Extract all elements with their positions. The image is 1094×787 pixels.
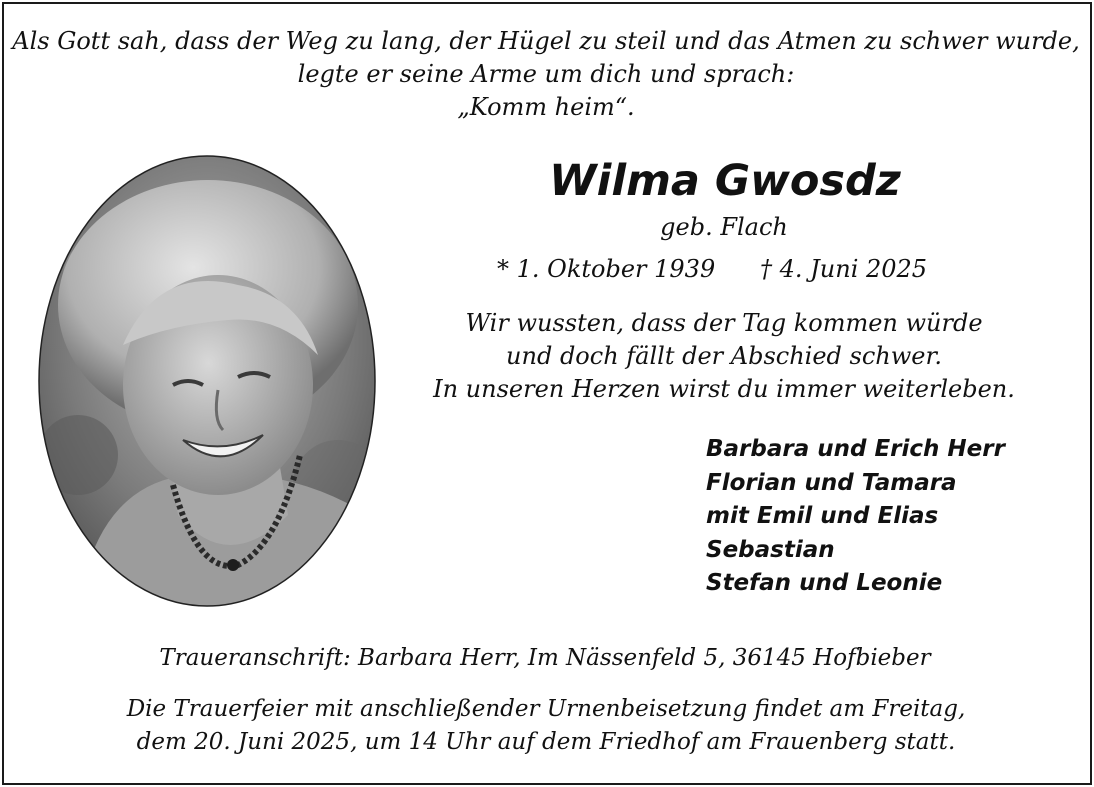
condolence-line-2: und doch fällt der Abschied schwer. xyxy=(506,342,942,370)
funeral-ceremony-info xyxy=(127,693,966,759)
mourner-entry: Barbara und Erich Herr xyxy=(706,436,1005,462)
verse-line-1: Als Gott sah, dass der Weg zu lang, der Hügel zu steil und das Atmen zu schwer wurde, xyxy=(12,27,1080,55)
opening-verse xyxy=(12,25,1080,124)
condolence-text xyxy=(433,307,1015,406)
birth-name: geb. Flach xyxy=(660,213,788,241)
ceremony-line-2: dem 20. Juni 2025, um 14 Uhr auf dem Friedhof am Frauenberg statt. xyxy=(136,729,956,755)
mourning-address: Traueranschrift: Barbara Herr, Im Nässenfeld 5, 36145 Hofbieber xyxy=(159,645,931,671)
mourners-list xyxy=(706,433,1005,601)
birth-date: * 1. Oktober 1939 xyxy=(497,255,716,283)
mourner-entry: mit Emil und Elias xyxy=(706,503,939,529)
condolence-line-3: In unseren Herzen wirst du immer weiterleben. xyxy=(433,375,1015,403)
mourner-entry: Stefan und Leonie xyxy=(706,570,943,596)
death-date: † 4. Juni 2025 xyxy=(760,255,928,283)
mourner-entry: Florian und Tamara xyxy=(706,469,957,496)
portrait-photo xyxy=(38,155,376,607)
condolence-line-1: Wir wussten, dass der Tag kommen würde xyxy=(465,309,983,337)
deceased-name: Wilma Gwosdz xyxy=(549,156,901,206)
mourner-entry: Sebastian xyxy=(706,536,835,563)
verse-line-2: legte er seine Arme um dich und sprach: xyxy=(297,60,795,88)
ceremony-line-1: Die Trauerfeier mit anschließender Urnenbeisetzung findet am Freitag, xyxy=(126,696,966,722)
verse-line-3: „Komm heim“. xyxy=(457,93,635,121)
